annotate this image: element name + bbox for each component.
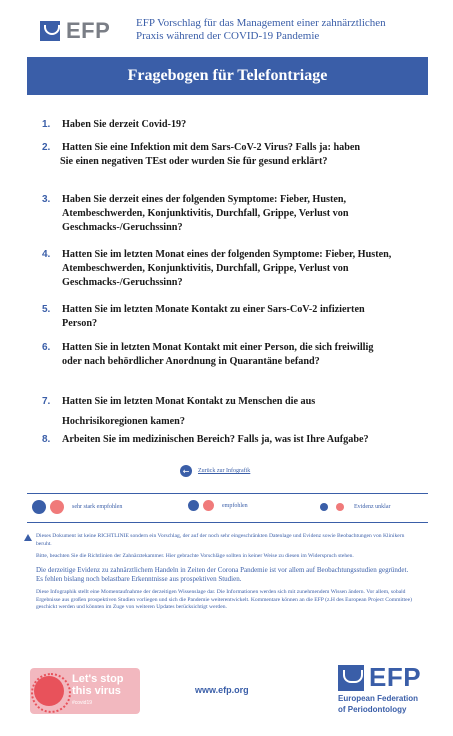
disclaimer-p3: Die derzeitige Evidenz zu zahnärztlichem Handeln in Zeiten der Corona Pandemie ist vor allem auf Beobachtungsstudien gegründet. Es fehlen bislang noch belastbare Erkenntnisse aus prospektiven Studien.	[36, 565, 409, 583]
badge-hashtag: #covid19	[72, 700, 93, 706]
lets-stop-this-virus-badge	[30, 668, 140, 714]
question-2	[42, 141, 412, 169]
question-3	[42, 193, 412, 235]
legend-recommended	[188, 500, 248, 511]
page-title: Fragebogen für Telefontriage	[127, 67, 328, 84]
pink-dot-icon	[336, 503, 344, 511]
question-text: oder nach behördlicher Anordnung in Quarantäne befand?	[62, 356, 320, 367]
blue-dot-icon	[188, 500, 199, 511]
question-8	[42, 433, 412, 447]
question-text: Hatten Sie im letzten Monat Kontakt zu Menschen die aus	[62, 396, 316, 407]
header-title	[136, 17, 436, 43]
blue-dot-icon	[32, 500, 46, 514]
org-name	[338, 693, 418, 715]
legend-unclear-label: Evidenz unklar	[354, 504, 391, 510]
divider	[27, 493, 428, 494]
question-number: 4.	[42, 249, 51, 260]
legend-strong-label: sehr stark empfohlen	[72, 504, 123, 510]
question-text: Geschmacks-/Geruchssinn?	[62, 277, 183, 288]
question-text: Hatten Sie in letzten Monat Kontakt mit einer Person, die sich freiwillig	[62, 342, 374, 353]
badge-line2: this virus	[72, 685, 121, 697]
question-4	[42, 248, 412, 290]
question-number: 2.	[42, 142, 51, 153]
blue-dot-icon	[320, 503, 328, 511]
question-text: Person?	[62, 318, 98, 329]
disclaimer-p2: Bitte, beachten Sie die Richtlinien der Zahnärztekammer. Hier gebrachte Vorschläge sollten in keiner Weise zu diesen im Widerspruch stehen.	[36, 553, 354, 560]
pink-dot-icon	[203, 500, 214, 511]
question-5	[42, 303, 412, 331]
back-to-infographic-link[interactable]	[180, 465, 250, 477]
website-link[interactable]: www.efp.org	[195, 685, 249, 695]
question-number: 6.	[42, 342, 51, 353]
efp-smile-icon	[40, 21, 60, 41]
logo-text: EFP	[66, 18, 111, 43]
footer	[0, 660, 453, 736]
legend-strong	[32, 500, 122, 514]
evidence-legend	[30, 500, 425, 518]
question-number: 5.	[42, 304, 51, 315]
question-text: Hatten Sie im letzten Monate Kontakt zu einer Sars-CoV-2 infizierten	[62, 304, 365, 315]
question-text: Haben Sie derzeit Covid-19?	[62, 119, 187, 130]
pink-dot-icon	[50, 500, 64, 514]
disclaimer	[36, 533, 416, 617]
org-name-line2: of Periodontology	[338, 705, 407, 714]
question-number: 1.	[42, 119, 51, 130]
question-text: Sie einen negativen TEst oder wurden Sie für gesund erklärt?	[60, 156, 328, 167]
legend-unclear	[320, 503, 391, 511]
efp-smile-icon	[338, 665, 364, 691]
efp-footer-logo	[338, 662, 421, 693]
warning-icon	[24, 534, 32, 541]
page-title-banner	[27, 57, 428, 95]
disclaimer-p1: Dieses Dokument ist keine RICHTLINIE sondern ein Vorschlag, der auf der noch sehr eingeschränkten Datenlage und Evidenz sowie Beobachtungen von Klinikern beruht.	[36, 533, 405, 547]
question-text: Hochrisikoregionen kamen?	[62, 416, 185, 427]
arrow-left-icon: ←	[180, 465, 192, 477]
legend-recommended-label: empfohlen	[222, 502, 248, 509]
org-name-line1: European Federation	[338, 694, 419, 703]
question-6	[42, 341, 412, 369]
question-number: 8.	[42, 434, 51, 445]
virus-icon	[34, 676, 64, 706]
header-title-line1: EFP Vorschlag für das Management einer zahnärztlichen	[136, 17, 386, 29]
divider	[27, 522, 428, 523]
question-text: Atembeschwerden, Konjunktivitis, Durchfall, Grippe, Verlust von	[62, 263, 349, 274]
question-number: 3.	[42, 194, 51, 205]
question-text: Hatten Sie eine Infektion mit dem Sars-CoV-2 Virus? Falls ja: haben	[62, 142, 361, 153]
question-7	[42, 395, 412, 429]
question-text: Hatten Sie im letzten Monat eines der folgenden Symptome: Fieber, Husten,	[62, 249, 392, 260]
efp-logo	[40, 18, 110, 44]
disclaimer-p4: Diese Infographik stellt eine Momentaufnahme der derzeitigen Wissenslage dar. Die Informationen werden sich mit zunehmendem Wissen ändern. Vor allem, sobald Ergebnisse aus großen prospektiven Studien vorliegen und sich die Pandemie weiterentwickelt. Kommentare können an die EFP (z.H des European Project Committee) geschickt werden und könnten im Zuge von weiteren Updates berücksichtigt werden.	[36, 589, 412, 611]
footer-logo-text: EFP	[369, 662, 422, 692]
back-link-label: Zurück zur Infografik	[198, 468, 251, 474]
question-text: Haben Sie derzeit eines der folgenden Symptome: Fieber, Husten,	[62, 194, 347, 205]
header-title-line2: Praxis während der COVID-19 Pandemie	[136, 30, 320, 42]
question-number: 7.	[42, 396, 51, 407]
question-text: Atembeschwerden, Konjunktivitis, Durchfall, Grippe, Verlust von	[62, 208, 349, 219]
question-1	[42, 118, 412, 132]
header	[0, 0, 453, 55]
question-text: Arbeiten Sie im medizinischen Bereich? Falls ja, was ist Ihre Aufgabe?	[62, 434, 369, 445]
badge-line1: Let's stop	[72, 673, 124, 685]
question-text: Geschmacks-/Geruchssinn?	[62, 222, 183, 233]
